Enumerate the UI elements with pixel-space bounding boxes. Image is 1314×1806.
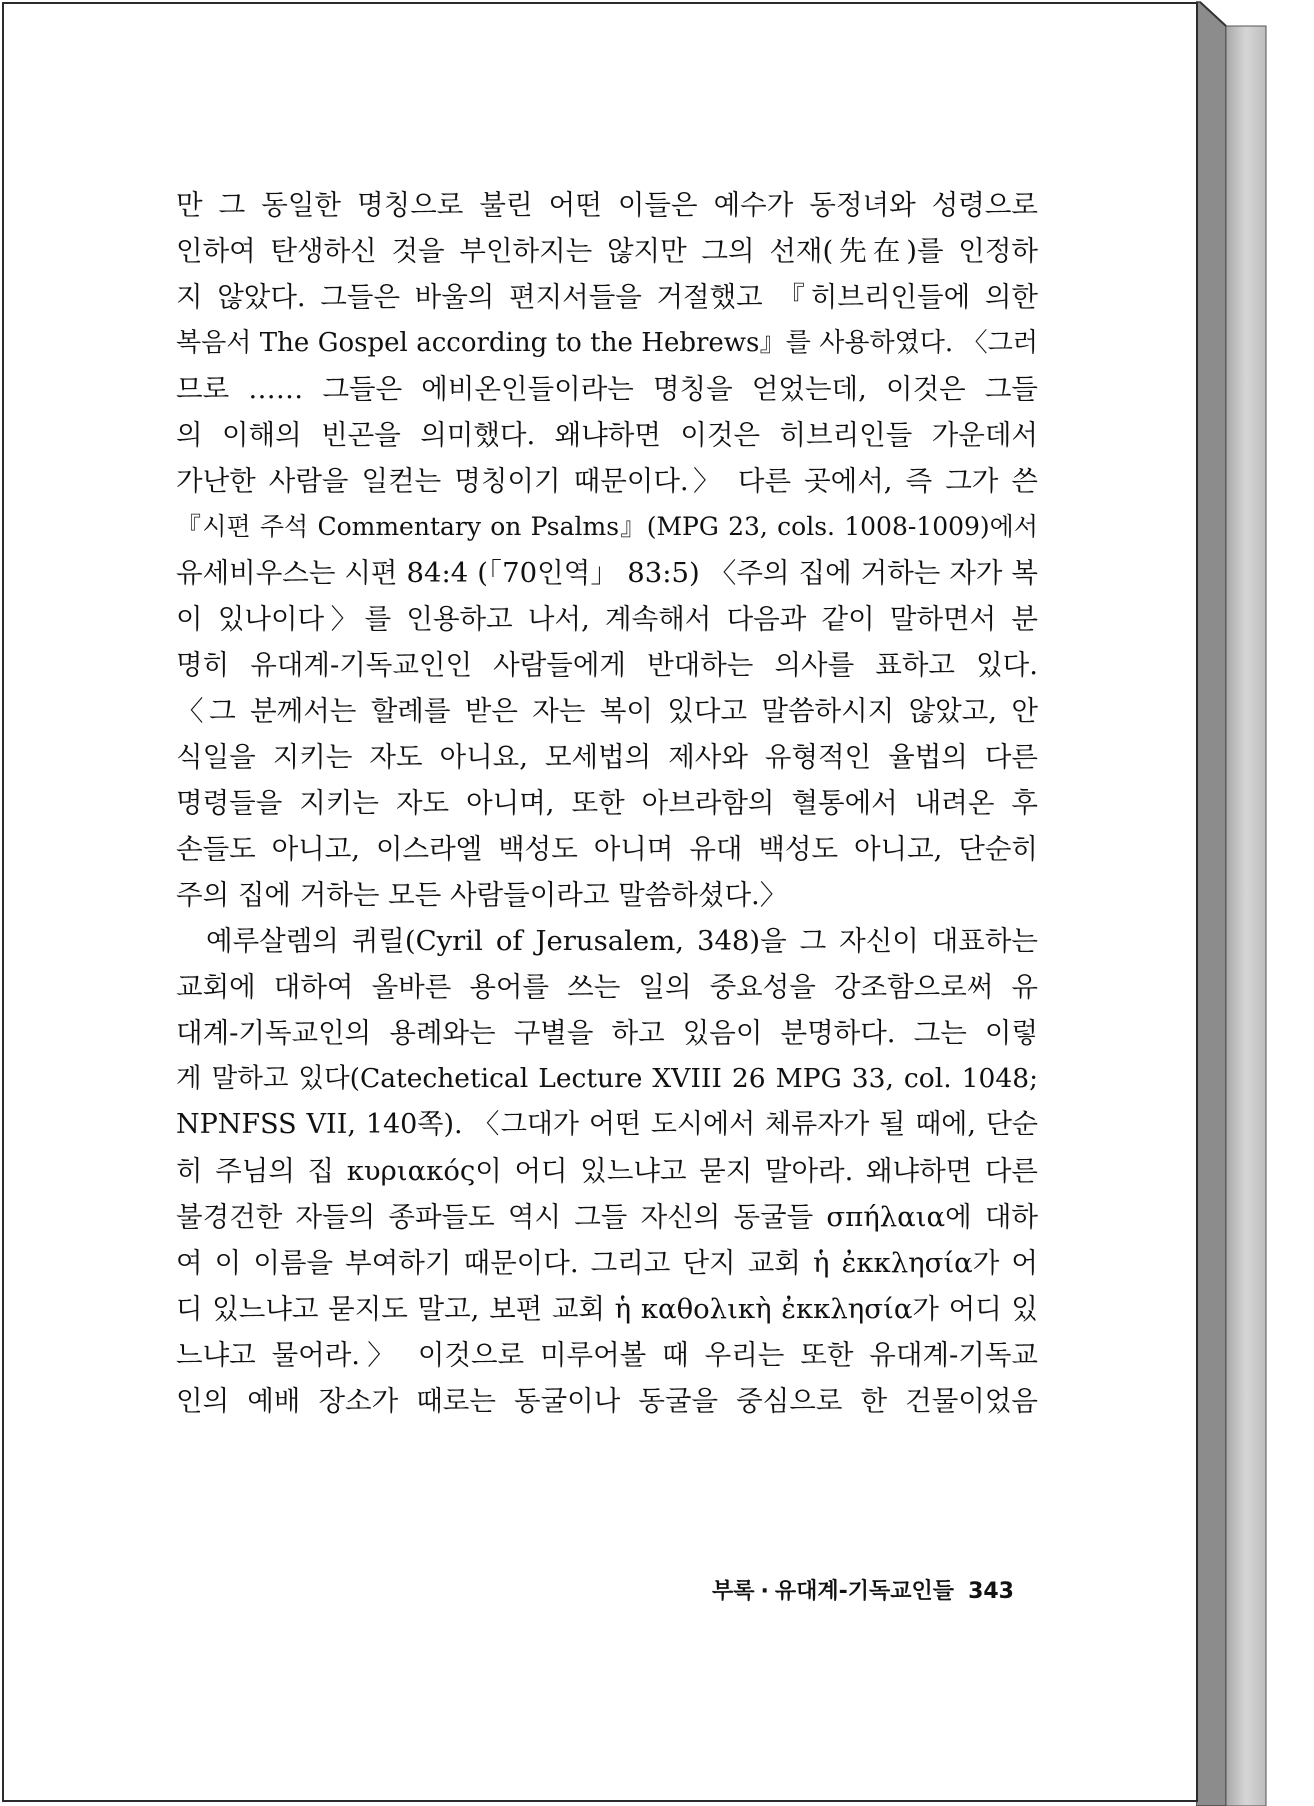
text-line: 가난한 사람을 일컫는 명칭이기 때문이다.〉 다른 곳에서, 즉 그가 쓴	[176, 465, 1038, 497]
footer-separator: ·	[760, 1579, 769, 1604]
text-line: 지 않았다. 그들은 바울의 편지서들을 거절했고 『히브리인들에 의한	[176, 281, 1038, 313]
text-line: 게 말하고 있다(Catechetical Lecture XVIII 26 MPG 33, col. 1048;	[176, 1063, 1038, 1094]
text-line: 『시편 주석 Commentary on Psalms』(MPG 23, cols. 1008-1009)에서	[176, 512, 1038, 541]
text-line: 대계-기독교인의 용례와는 구별을 하고 있음이 분명하다. 그는 이렇	[176, 1017, 1038, 1049]
text-line: 므로 …… 그들은 에비온인들이라는 명칭을 얻었는데, 이것은 그들	[176, 373, 1038, 405]
text-line: 인의 예배 장소가 때로는 동굴이나 동굴을 중심으로 한 건물이었음	[176, 1385, 1038, 1417]
text-line: 식일을 지키는 자도 아니요, 모세법의 제사와 유형적인 율법의 다른	[176, 741, 1038, 773]
footer-section: 부록	[712, 1579, 755, 1604]
text-line: 〈그 분께서는 할례를 받은 자는 복이 있다고 말씀하시지 않았고, 안	[176, 695, 1038, 727]
book-page	[2, 2, 1198, 1802]
text-line: 주의 집에 거하는 모든 사람들이라고 말씀하셨다.〉	[176, 879, 788, 911]
text-line: NPNFSS VII, 140쪽). 〈그대가 어떤 도시에서 체류자가 될 때에, 단순	[176, 1109, 1038, 1140]
text-line: 느냐고 물어라.〉 이것으로 미루어볼 때 우리는 또한 유대계-기독교	[176, 1339, 1038, 1371]
text-line: 이 있나이다〉를 인용하고 나서, 계속해서 다음과 같이 말하면서 분	[176, 603, 1038, 635]
text-line: 유세비우스는 시편 84:4 (「70인역」 83:5) 〈주의 집에 거하는 자가 복	[176, 557, 1038, 589]
text-line: 손들도 아니고, 이스라엘 백성도 아니며 유대 백성도 아니고, 단순히	[176, 833, 1038, 865]
text-line-paragraph-start: 예루살렘의 퀴릴(Cyril of Jerusalem, 348)을 그 자신이 대표하는	[206, 925, 1038, 957]
text-line: 불경건한 자들의 종파들도 역시 그들 자신의 동굴들 σπήλαια에 대하	[176, 1201, 1038, 1233]
book-spine-shape	[1196, 0, 1314, 1806]
body-text	[176, 182, 1038, 1424]
text-line: 복음서 The Gospel according to the Hebrews』를 사용하였다. 〈그러	[176, 328, 1038, 358]
text-line: 인하여 탄생하신 것을 부인하지는 않지만 그의 선재(先在)를 인정하	[176, 235, 1038, 267]
text-line: 히 주님의 집 κυριακός이 어디 있느냐고 묻지 말아라. 왜냐하면 다른	[176, 1155, 1038, 1187]
footer-chapter: 유대계-기독교인들	[774, 1579, 955, 1604]
text-line: 명령들을 지키는 자도 아니며, 또한 아브라함의 혈통에서 내려온 후	[176, 787, 1038, 819]
running-footer	[704, 1574, 1014, 1605]
text-line: 만 그 동일한 명칭으로 불린 어떤 이들은 예수가 동정녀와 성령으로	[176, 189, 1038, 221]
text-line: 의 이해의 빈곤을 의미했다. 왜냐하면 이것은 히브리인들 가운데서	[176, 419, 1038, 451]
text-line: 디 있느냐고 묻지도 말고, 보편 교회 ἡ καθολικὴ ἐκκλησία가 어디 있	[176, 1293, 1038, 1325]
page-number: 343	[968, 1579, 1014, 1604]
text-line: 여 이 이름을 부여하기 때문이다. 그리고 단지 교회 ἡ ἐκκλησία가 어	[176, 1247, 1038, 1279]
text-line: 명히 유대계-기독교인인 사람들에게 반대하는 의사를 표하고 있다.	[176, 649, 1038, 681]
text-line: 교회에 대하여 올바른 용어를 쓰는 일의 중요성을 강조함으로써 유	[176, 971, 1038, 1003]
